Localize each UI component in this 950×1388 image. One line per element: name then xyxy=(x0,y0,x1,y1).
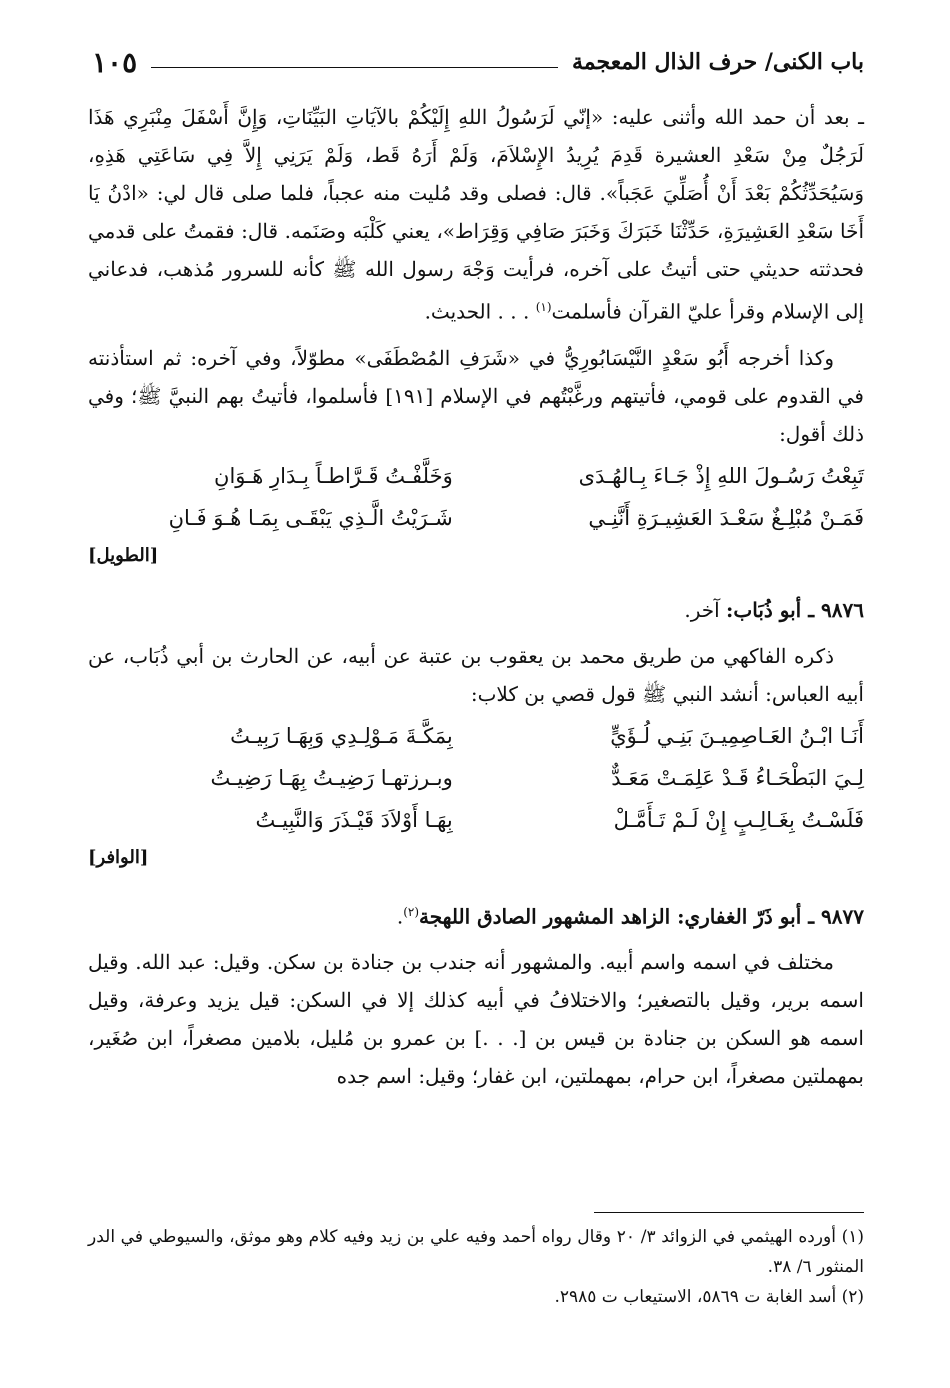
footnote-marker-1: (١) xyxy=(535,300,552,314)
verse xyxy=(88,757,864,799)
paragraph-end: . . . الحديث. xyxy=(424,299,530,324)
entry-heading-9876 xyxy=(88,591,864,629)
verse xyxy=(88,715,864,757)
footnote-2: (٢) أسد الغابة ت ٥٨٦٩، الاستيعاب ت ٢٩٨٥. xyxy=(554,1287,864,1307)
page-header xyxy=(92,42,864,82)
verse-first-half: فَمَـنْ مُبْلِـغٌ سَعْـدَ العَشِيـرَةِ أَنَّنِـي xyxy=(588,505,864,530)
entry-heading-9877 xyxy=(88,893,864,936)
poem-2 xyxy=(88,715,864,875)
verse-second-half: شَـرَيْتُ الَّـذِي يَبْقَـى بِمَـا هُـوَ فَـانِ xyxy=(168,505,453,530)
paragraph-nisaburi: وكذا أخرجه أَبُو سَعْدٍ النَّيْسَابُورِيُّ في «شَرَفِ المُصْطَفَى» مطوّلاً، وفي آخره: ثم استأذنته في القدوم على قومي، فأتيتهم ورغَّبْتُهم في الإسلام [١٩١] فأسلموا، فأتيتُ بهم النبيَّ ﷺ؛ وفي ذلك أقول: xyxy=(88,345,864,446)
entry-text-9877: مختلف في اسمه واسم أبيه. والمشهور أنه جندب بن جنادة بن سكن. وقيل: عبد الله. وقيل اسمه برير، وقيل بالتصغير؛ والاختلافُ في أبيه كذلك إلا في السكن: قيل يزيد وعرفة، وقيل اسمه هو السكن بن جنادة بن قيس بن [. . .] بن عمرو بن مُليل، بلامين مصغراً، ابن صُغَير، بمهملتين مصغراً، ابن حرام، بمهملتين، ابن غفار؛ وقيل: اسم جده xyxy=(88,950,864,1089)
header-rule xyxy=(151,67,558,68)
page-number: ١٠٥ xyxy=(92,45,138,79)
footnotes xyxy=(88,1222,864,1312)
entry-name: ٩٨٧٦ ـ أبو ذُبَاب: xyxy=(726,597,864,622)
verse-second-half: بِمَكَّـةَ مَـوْلِـدِي وَبِهَـا رَبِيـتُ xyxy=(230,723,453,748)
paragraph-text: ـ بعد أن حمد الله وأثنى عليه: «إنّي لَرَسُولُ اللهِ إِلَيْكُمْ بالآيَاتِ البَيِّنَاتِ، وَإِنَّ أَسْفَلَ مِنْبَرِي هَذَا لَرَجُلٌ مِنْ سَعْدِ العشيرة قَدِمَ يُرِيدُ الإِسْلاَمَ، وَلَمْ أَرَهُ قَط، وَلَمْ يَرَنِي إِلاَّ فِي سَاعَتِي هَذِهِ، وَسَيُحَدِّثُكُمْ بَعْدَ أَنْ أُصَلِّيَ عَجَباً». قال: فصلى وقد مُليت منه عجباً، فلما صلى قال لي: «ادْنُ يَا أَخَا سَعْدِ العَشِيرَةِ، حَدِّثْنَا خَبَرَكَ وَخَبَرَ صَافِي وَقِرَاط»، يعني كَلْبَه وصَنَمه. قال: فقمتُ على قدمي فحدثته حديثي حتى أتيتُ على آخره، فرأيت وَجْهَ رسول الله ﷺ كأنه للسرور مُذهب، فدعاني إلى الإسلام وقرأ عليّ القرآن فأسلمت xyxy=(88,105,864,324)
verse xyxy=(88,497,864,539)
paragraph-hadith xyxy=(88,98,864,331)
verse xyxy=(88,455,864,497)
verse-second-half: وبـرزتهـا رَضِيـتُ بِهَـا رَضِيـتُ xyxy=(210,765,453,790)
verse-first-half: أَنَـا ابْـنُ العَـاصِمِيـنَ بَنِـي لُـؤَيٍّ xyxy=(610,723,864,748)
entry-heading-end: . xyxy=(396,904,404,929)
verse xyxy=(88,799,864,841)
entry-name: ٩٨٧٧ ـ أبو ذَرّ الغفاري: xyxy=(677,904,864,929)
poem-meter: [الطويل] xyxy=(88,544,159,566)
page-body xyxy=(88,98,864,1095)
footnote-marker-2: (٢) xyxy=(403,904,420,919)
verse-first-half: لِـيَ البَطْحَـاءُ قَـدْ عَلِمَـتْ مَعَـدٌّ xyxy=(611,765,864,790)
verse-first-half: فَلَسْـتُ بِغَـالِـبٍ إِنْ لَـمْ تَـأَمَّـلْ xyxy=(613,807,864,832)
running-head: باب الكنى/ حرف الذال المعجمة xyxy=(571,49,864,75)
entry-description: آخر. xyxy=(684,597,727,622)
poem-meter: [الوافر] xyxy=(88,846,149,868)
poem-1 xyxy=(88,455,864,573)
footnote-1: (١) أورده الهيثمي في الزوائد ٣/ ٢٠ وقال رواه أحمد وفيه علي بن زيد وفيه كلام وهو موثق، والسيوطي في الدر المنثور ٦/ ٣٨. xyxy=(88,1227,864,1277)
verse-second-half: وَخَلَّفْـتُ قَـرَّاطـاً بِـدَارِ هَـوَانِ xyxy=(214,463,453,488)
verse-first-half: تَبِعْتُ رَسُـولَ اللهِ إِذْ جَـاءَ بِـالهُـدَى xyxy=(578,463,864,488)
footnote-rule xyxy=(594,1212,864,1213)
entry-description: الزاهد المشهور الصادق اللهجة xyxy=(419,904,678,929)
verse-second-half: بِهَـا أَوْلاَدَ قَيْـذَرَ وَالنَّبِيـتُ xyxy=(255,807,453,832)
entry-text-9876: ذكره الفاكهي من طريق محمد بن يعقوب بن عتبة عن أبيه، عن الحارث بن أبي ذُبَاب، عن أبيه العباس: أنشد النبي ﷺ قول قصي بن كلاب: xyxy=(88,643,864,706)
